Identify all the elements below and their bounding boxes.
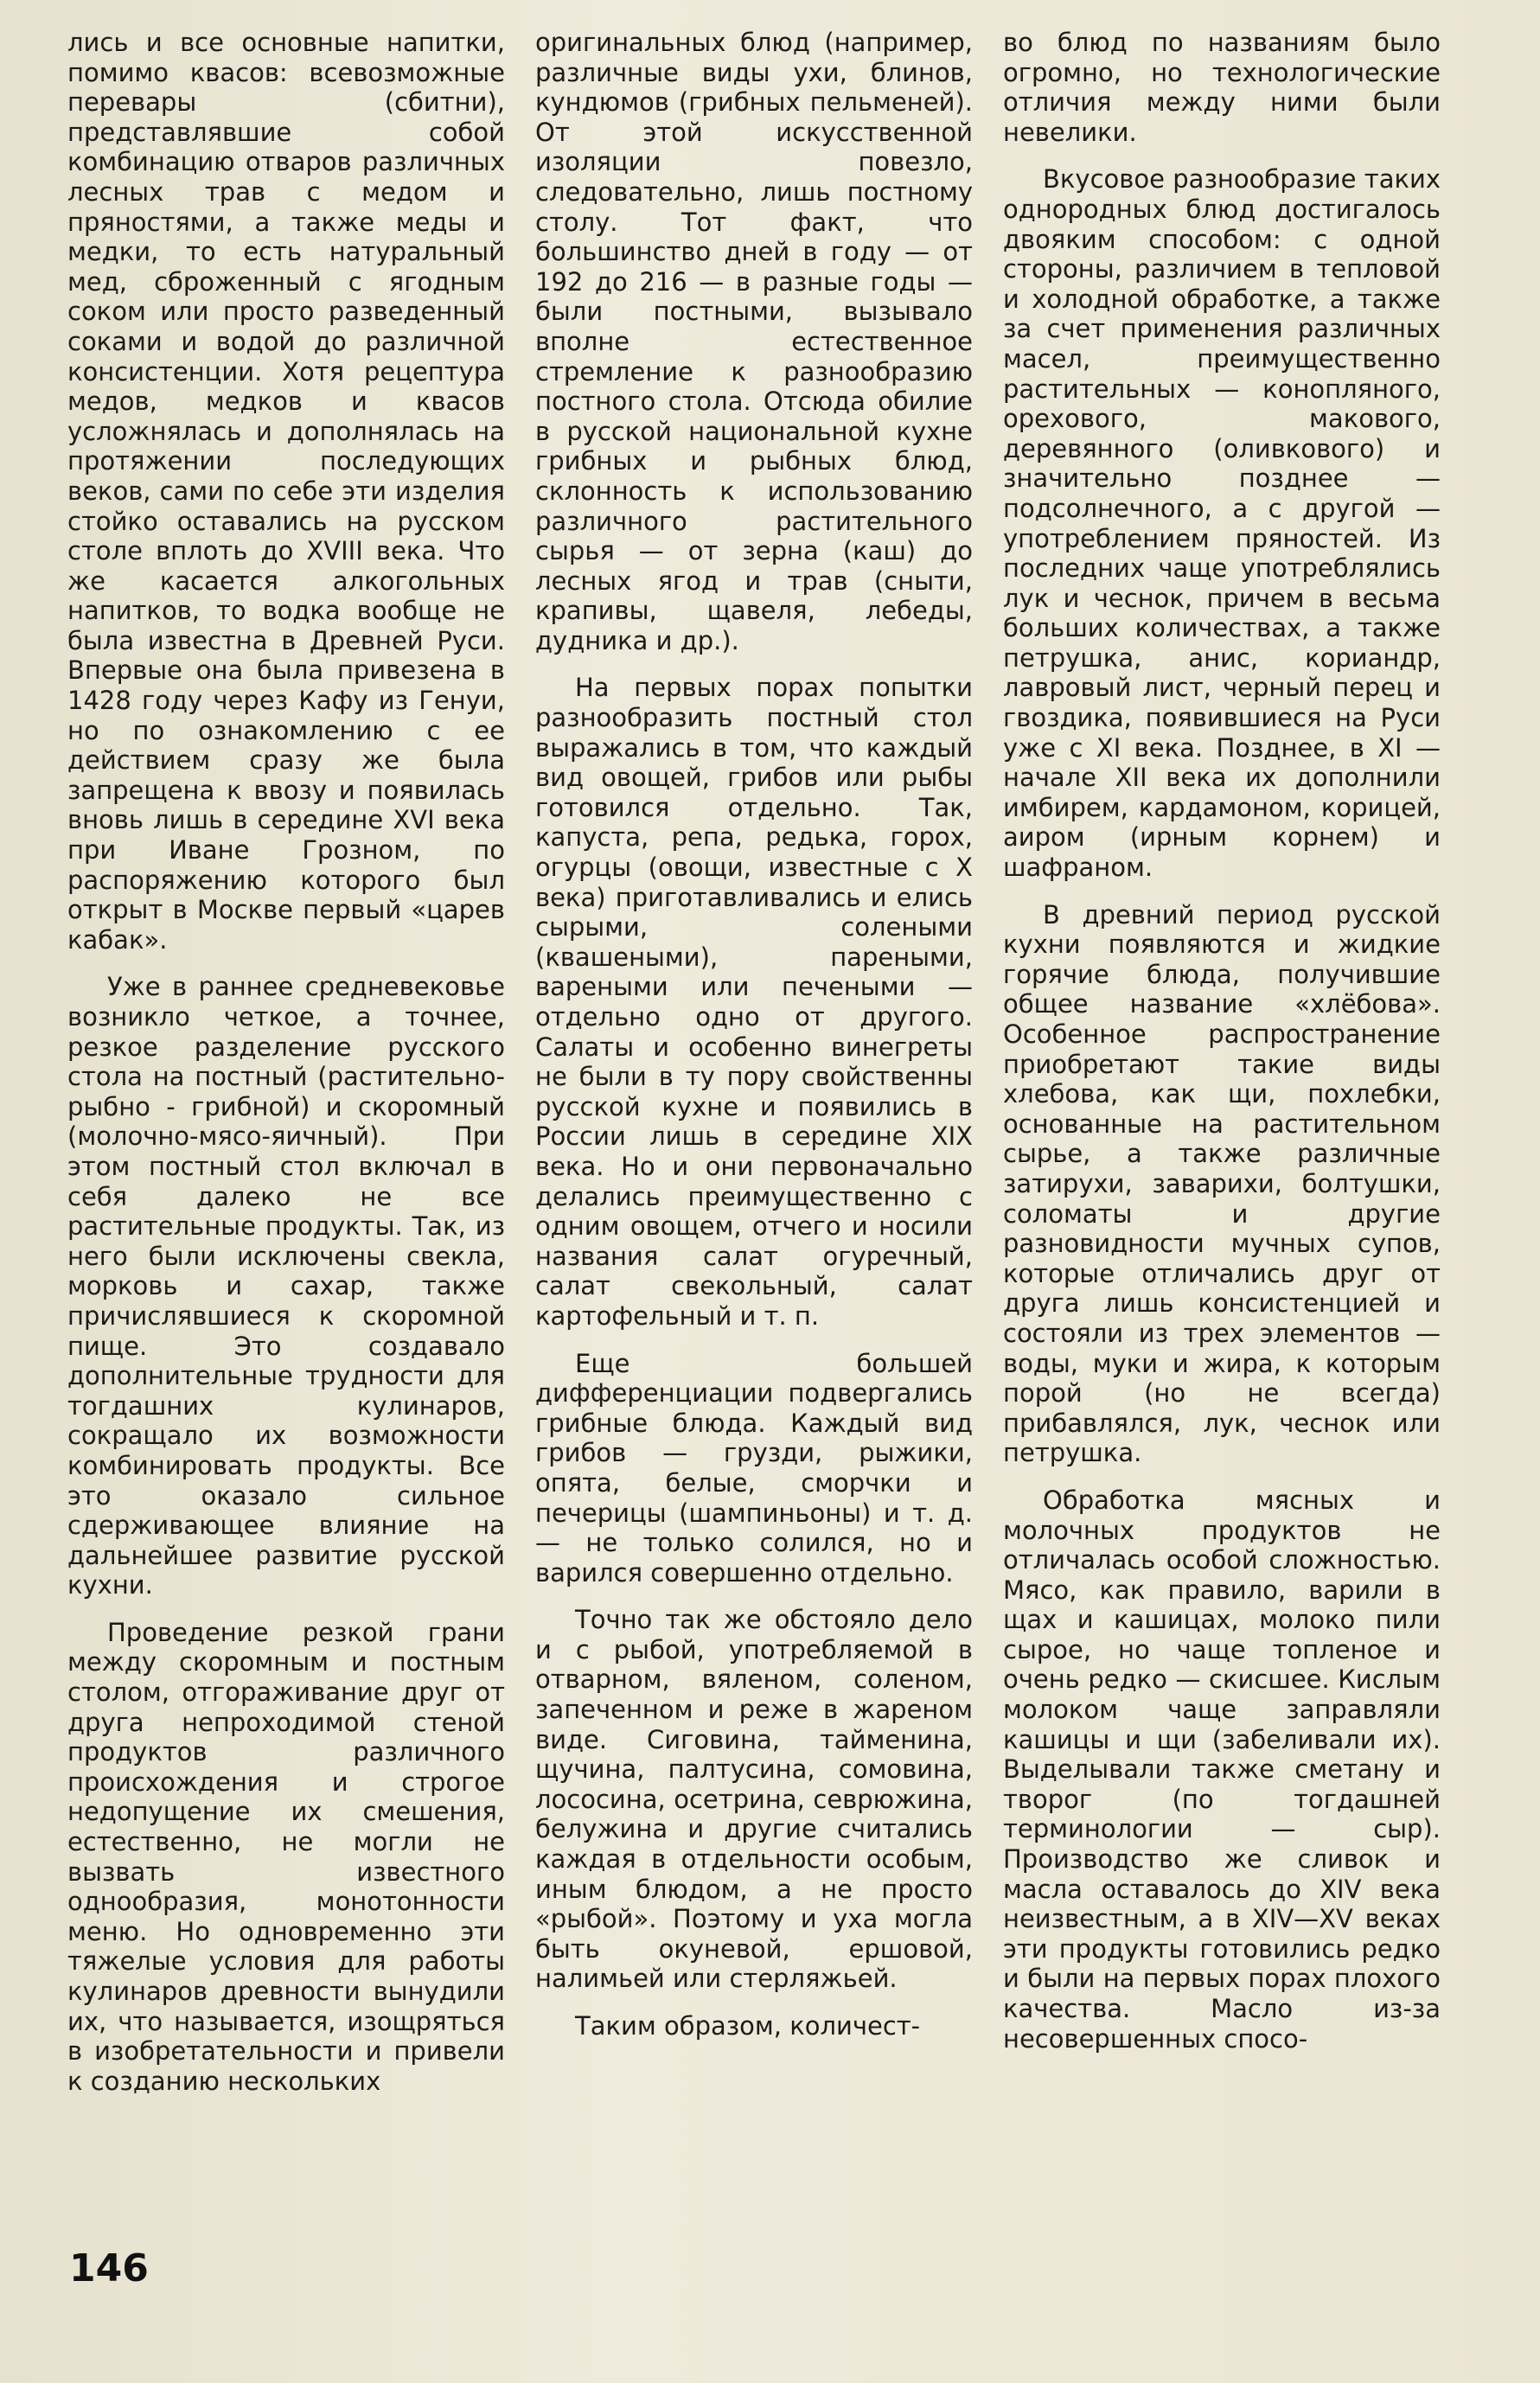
paragraph: Уже в раннее средневековье возникло четкое, а точнее, резкое разделение русского стола на постный (растительно-рыбно - грибной) и скоромный (молочно-мясо-яичный). При этом постный стол включал в себя далеко не все растительные продукты. Так, из него были исключены свекла, морковь и сахар, также причислявшиеся к скоромной пище. Это создавало дополнительные трудности для тогдашних кулинаров, сокращало их возможности комбинировать продукты. Все это оказало сильное сдерживающее влияние на дальнейшее развитие русской кухни. <box>67 972 505 1600</box>
paragraph: оригинальных блюд (например, различные виды ухи, блинов, кундюмов (грибных пельменей). От этой искусственной изоляции повезло, следовательно, лишь постному столу. Тот факт, что большинство дней в году — от 192 до 216 — в разные годы — были постными, вызывало вполне естественное стремление к разнообразию постного стола. Отсюда обилие в русской национальной кухне грибных и рыбных блюд, склонность к использованию различного растительного сырья — от зерна (каш) до лесных ягод и трав (сныти, крапивы, щавеля, лебеды, дудника и др.). <box>535 28 973 655</box>
paragraph: Таким образом, количест- <box>575 2011 921 2041</box>
column-middle <box>535 28 973 2258</box>
column-left <box>67 28 505 2258</box>
paragraph: Еще большей дифференциации подвергались грибные блюда. Каждый вид грибов — грузди, рыжики, опята, белые, сморчки и печерицы (шампиньоны) и т. д. — не только солился, но и варился совершенно отдельно. <box>535 1348 973 1588</box>
column-right <box>1003 28 1441 2258</box>
paragraph: во блюд по названиям было огромно, но технологические отличия между ними были невелики. <box>1003 28 1441 147</box>
paragraph: лись и все основные напитки, помимо квасов: всевозможные перевары (сбитни), представлявшие собой комбинацию отваров различных лесных трав с медом и пряностями, а также меды и медки, то есть натуральный мед, сброженный с ягодным соком или просто разведенный соками и водой до различной консистенции. Хотя рецептура медов, медков и квасов усложнялась и дополнялась на протяжении последующих веков, сами по себе эти изделия стойко оставались на русском столе вплоть до XVIII века. Что же касается алкогольных напитков, то водка вообще не была известна в Древней Руси. Впервые она была привезена в 1428 году через Кафу из Генуи, но по ознакомлению с ее действием сразу же была запрещена к ввозу и появилась вновь лишь в середине XVI века при Иване Грозном, по распоряжению которого был открыт в Москве первый «царев кабак». <box>67 28 505 955</box>
paragraph: Точно так же обстояло дело и с рыбой, употребляемой в отварном, вяленом, соленом, запеченном и реже в жареном виде. Сиговина, тайменина, щучина, палтусина, сомовина, лососина, осетрина, севрюжина, белужина и другие считались каждая в отдельности особым, иным блюдом, а не просто «рыбой». Поэтому и уха могла быть окуневой, ершовой, налимьей или стерляжьей. <box>535 1605 973 1994</box>
paragraph: Обработка мясных и молочных продуктов не отличалась особой сложностью. Мясо, как правило, варили в щах и кашицах, молоко пили сырое, но чаще топленое и очень редко — скисшее. Кислым молоком чаще заправляли кашицы и щи (забеливали их). Выделывали также сметану и творог (по тогдашней терминологии — сыр). Производство же сливок и масла оставалось до XIV века неизвестным, а в XIV—XV веках эти продукты готовились редко и были на первых порах плохого качества. Масло из-за несовершенных спосо- <box>1003 1485 1441 2054</box>
paragraph: В древний период русской кухни появляются и жидкие горячие блюда, получившие общее название «хлёбова». Особенное распространение приобретают такие виды хлебова, как щи, похлебки, основанные на растительном сырье, а также различные затирухи, заварихи, болтушки, соломаты и другие разновидности мучных супов, которые отличались друг от друга лишь консистенцией и состояли из трех элементов — воды, муки и жира, к которым порой (но не всегда) прибавлялся, лук, чеснок или петрушка. <box>1003 899 1441 1468</box>
paragraph: Проведение резкой грани между скоромным и постным столом, отгораживание друг от друга непроходимой стеной продуктов различного происхождения и строгое недопущение их смешения, естественно, не могли не вызвать известного однообразия, монотонности меню. Но одновременно эти тяжелые условия для работы кулинаров древности вынудили их, что называется, изощряться в изобретательности и привели к созданию нескольких <box>67 1617 505 2096</box>
page-number: 146 <box>69 2246 149 2290</box>
paragraph: На первых порах попытки разнообразить постный стол выражались в том, что каждый вид овощей, грибов или рыбы готовился отдельно. Так, капуста, репа, редька, горох, огурцы (овощи, известные с X века) приготавливались и елись сырыми, солеными (квашеными), пареными, вареными или печеными — отдельно одно от другого. Салаты и особенно винегреты не были в ту пору свойственны русской кухне и появились в России лишь в середине XIX века. Но и они первоначально делались преимущественно с одним овощем, отчего и носили названия салат огуречный, салат свекольный, салат картофельный и т. п. <box>535 673 973 1331</box>
paragraph: Вкусовое разнообразие таких однородных блюд достигалось двояким способом: с одной стороны, различием в тепловой и холодной обработке, а также за счет применения различных масел, преимущественно растительных — конопляного, орехового, макового, деревянного (оливкового) и значительно позднее — подсолнечного, а с другой — употреблением пряностей. Из последних чаще употреблялись лук и чеснок, причем в весьма больших количествах, а также петрушка, анис, кориандр, лавровый лист, черный перец и гвоздика, появившиеся на Руси уже с XI века. Позднее, в XI — начале XII века их дополнили имбирем, кардамоном, корицей, аиром (ирным корнем) и шафраном. <box>1003 164 1441 883</box>
text-columns <box>67 28 1441 2258</box>
